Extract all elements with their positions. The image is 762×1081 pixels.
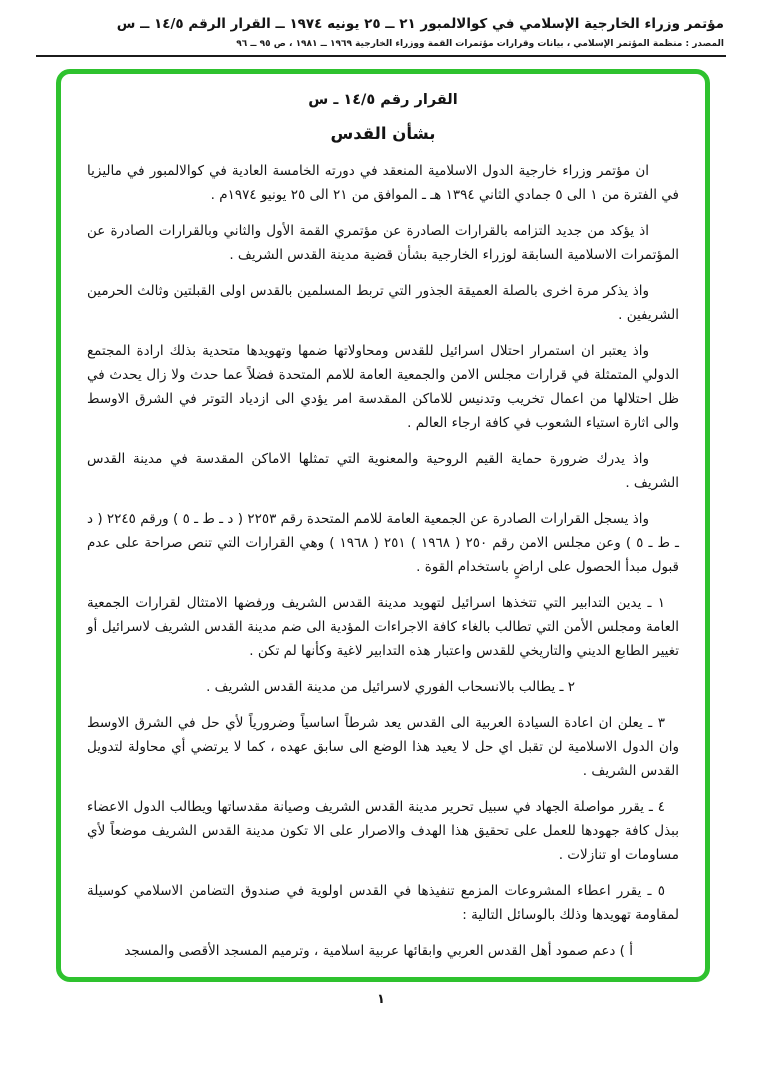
preamble-paragraph-1: ان مؤتمر وزراء خارجية الدول الاسلامية المنعقد في دورته الخامسة العادية في كوالالمبور في ماليزيا في الفترة من ١ الى ٥ جمادي الثاني ١٣٩٤ هـ ـ الموافق من ٢١ الى ٢٥ يونيو ١٩٧٤م . — [87, 163, 679, 204]
page-number: ١ — [377, 992, 385, 1008]
header-divider — [36, 55, 726, 57]
page-header — [38, 16, 724, 57]
resolution-sub-item-a: أ ) دعم صمود أهل القدس العربي وابقائها عربية اسلامية ، وترميم المسجد الأقصى والمسجد — [124, 943, 633, 960]
preamble-paragraph-6: واذ يسجل القرارات الصادرة عن الجمعية العامة للامم المتحدة رقم ٢٢٥٣ ( د ـ ط ـ ٥ ) ورقم ٢٢٤٥ ( د ـ ط ـ ٥ ) وعن مجلس الامن رقم ٢٥٠ ( ١٩٦٨ ) ٢٥١ ( ١٩٦٨ ) وهي القرارات التي تنص صراحة على عدم قبول مبدأ الحصول على اراضٍ باستخدام القوة . — [87, 511, 679, 576]
resolution-number-title: القرار رقم ١٤/٥ ـ س — [308, 92, 458, 108]
resolution-item-5: ٥ ـ يقرر اعطاء المشروعات المزمع تنفيذها في القدس اولوية في صندوق التضامن الاسلامي كوسيلة لمقاومة تهويدها وذلك بالوسائل التالية : — [87, 883, 679, 924]
resolution-item-2: ٢ ـ يطالب بالانسحاب الفوري لاسرائيل من مدينة القدس الشريف . — [206, 679, 575, 696]
resolution-subject-title: بشأن القدس — [330, 124, 436, 143]
preamble-paragraph-3: واذ يذكر مرة اخرى بالصلة العميقة الجذور التي تربط المسلمين بالقدس اولى القبلتين وثالث الحرمين الشريفين . — [87, 283, 679, 324]
preamble-paragraph-5: واذ يدرك ضرورة حماية القيم الروحية والمعنوية التي تمثلها الاماكن المقدسة في مدينة القدس الشريف . — [87, 451, 679, 492]
preamble-paragraph-2: اذ يؤكد من جديد التزامه بالقرارات الصادرة عن مؤتمري القمة الأول والثاني وبالقرارات الصادرة عن المؤتمرات الاسلامية السابقة لوزراء الخارجية بشأن قضية مدينة القدس الشريف . — [87, 223, 679, 264]
resolution-item-4: ٤ ـ يقرر مواصلة الجهاد في سبيل تحرير مدينة القدس الشريف وصيانة مقدساتها ويطالب الدول الاعضاء ببذل كافة جهودها للعمل على تحقيق هذا الهدف والاصرار على الا تكون مدينة القدس الشريف موضعاً لأي مساومات او تنازلات . — [87, 799, 679, 864]
header-source-line: المصدر : منظمة المؤتمر الإسلامي ، بيانات وقرارات مؤتمرات القمة ووزراء الخارجية ١٩٦٩ ــ ١٩٨١ ، ص ٩٥ ــ ٩٦ — [236, 39, 724, 49]
resolution-frame — [56, 69, 710, 982]
resolution-item-1: ١ ـ يدين التدابير التي تتخذها اسرائيل لتهويد مدينة القدس الشريف ورفضها الامتثال لقرارات الجمعية العامة ومجلس الأمن التي تطالب بالغاء كافة الاجراءات المؤدية الى ضم مدينة القدس الشريف لاسرائيل أو تغيير الطابع الديني والتاريخي للقدس واعتبار هذه التدابير لاغية وكأنها لم تكن . — [87, 595, 679, 660]
preamble-paragraph-4: واذ يعتبر ان استمرار احتلال اسرائيل للقدس ومحاولاتها ضمها وتهويدها متحدية بذلك ارادة المجتمع الدولي المتمثلة في قرارات مجلس الامن والجمعية العامة للامم المتحدة فضلاً عما حدث ولا زال يحدث في ظل احتلالها من اعمال تخريب وتدنيس للاماكن المقدسة امر يؤدي الى ازدياد التوتر في الشرق الاوسط والى اثارة استياء الشعوب في كافة ارجاء العالم . — [87, 343, 679, 432]
resolution-item-3: ٣ ـ يعلن ان اعادة السيادة العربية الى القدس يعد شرطاً اساسياً وضرورياً لأي حل في الشرق الاوسط وان الدول الاسلامية لن تقبل اي حل لا يعيد هذا الوضع الى سابق عهده ، كما لا يرتضي أي محاولة لتدويل القدس الشريف . — [87, 715, 679, 780]
page-footer — [38, 988, 724, 1007]
header-title: مؤتمر وزراء الخارجية الإسلامي في كوالالمبور ٢١ ــ ٢٥ يونيه ١٩٧٤ ــ القرار الرقم ١٤/٥ ــ س — [116, 16, 724, 32]
